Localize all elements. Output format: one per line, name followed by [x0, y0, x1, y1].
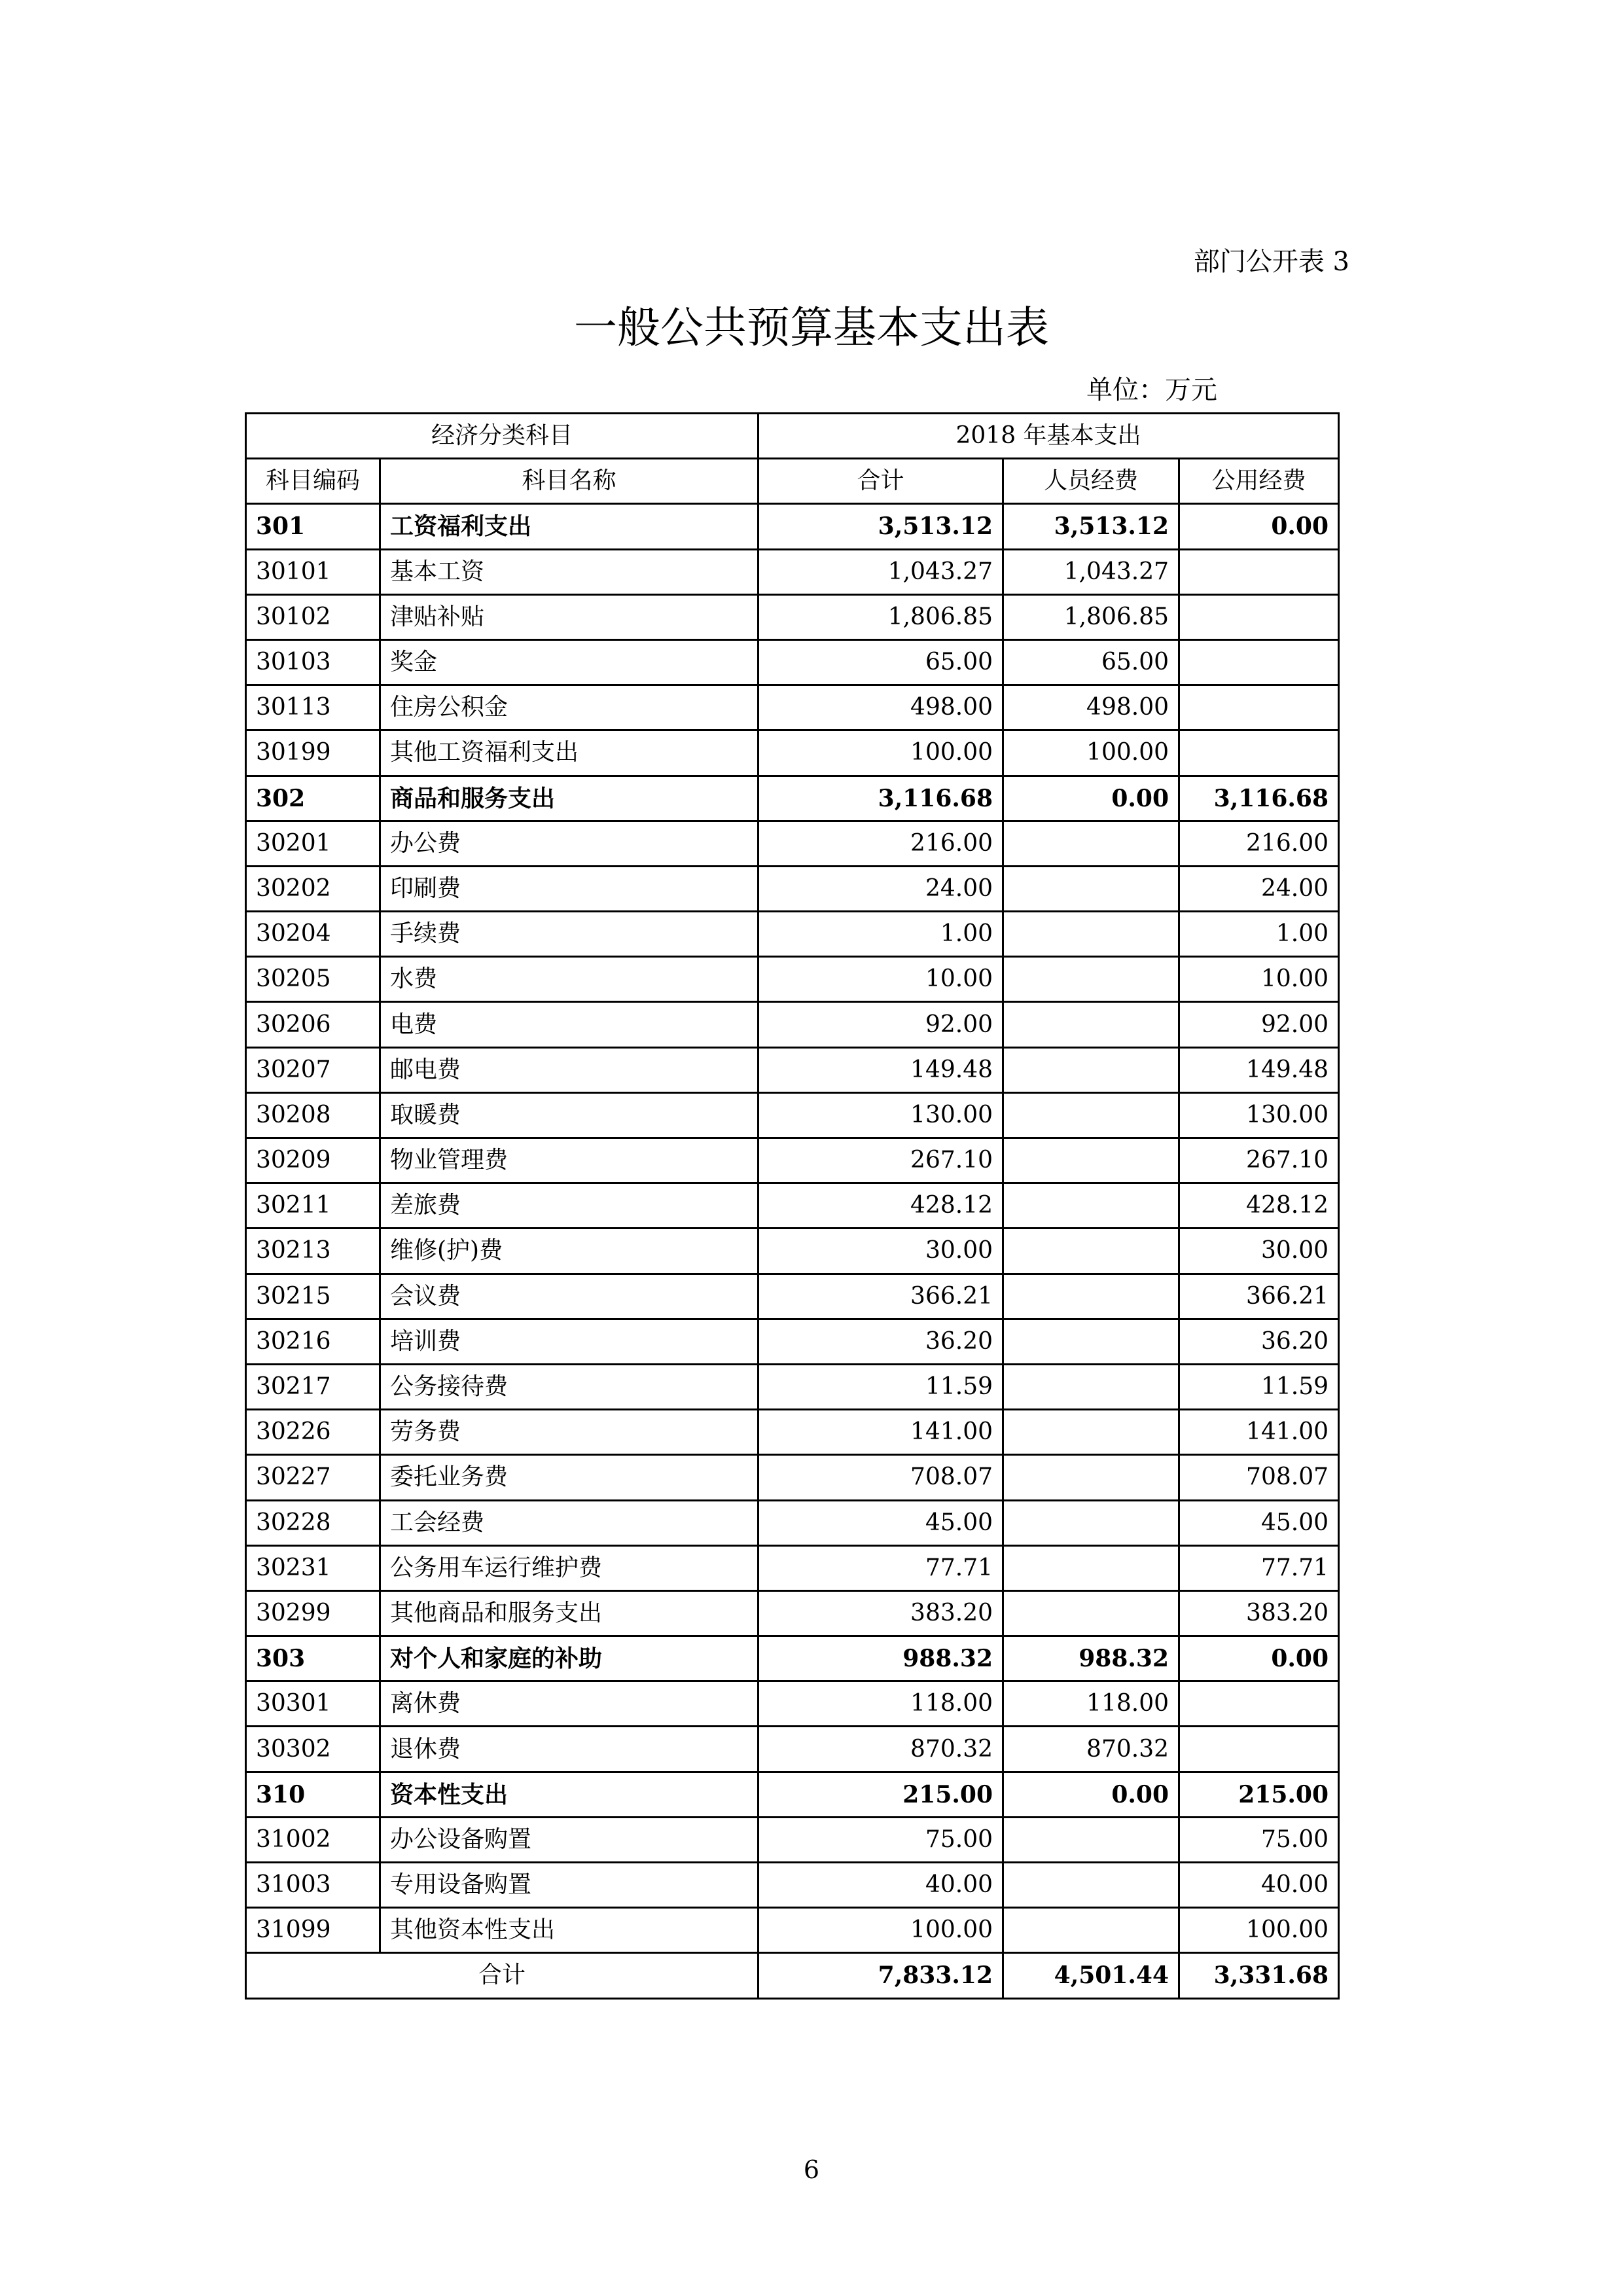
table-row: [246, 594, 1339, 639]
public-amount: 36.20: [1179, 1319, 1339, 1364]
public-amount: [1179, 730, 1339, 776]
subject-code: 30299: [246, 1590, 380, 1636]
personnel-amount: 0.00: [1003, 776, 1179, 821]
subject-name: 委托业务费: [380, 1455, 758, 1500]
subject-code: 30206: [246, 1002, 380, 1047]
public-amount: 383.20: [1179, 1590, 1339, 1636]
subject-name: 差旅费: [380, 1183, 758, 1229]
grand-total-amount: 7,833.12: [758, 1953, 1003, 1998]
total-amount: 36.20: [758, 1319, 1003, 1364]
subject-code: 30204: [246, 912, 380, 957]
table-row: [246, 821, 1339, 866]
subject-name: 其他资本性支出: [380, 1908, 758, 1953]
subject-code: 30199: [246, 730, 380, 776]
personnel-amount: 100.00: [1003, 730, 1179, 776]
public-amount: 366.21: [1179, 1274, 1339, 1319]
total-amount: 383.20: [758, 1590, 1003, 1636]
subject-name: 公务用车运行维护费: [380, 1545, 758, 1590]
table-row: [246, 1047, 1339, 1092]
subject-name: 电费: [380, 1002, 758, 1047]
personnel-column-header: 人员经费: [1003, 459, 1179, 504]
public-amount: 0.00: [1179, 1636, 1339, 1681]
public-amount: 149.48: [1179, 1047, 1339, 1092]
total-amount: 267.10: [758, 1138, 1003, 1183]
category-row: [246, 504, 1339, 549]
personnel-amount: [1003, 1364, 1179, 1409]
subject-code: 30226: [246, 1410, 380, 1455]
subject-code: 30101: [246, 549, 380, 594]
subject-code: 30227: [246, 1455, 380, 1500]
subject-code: 301: [246, 504, 380, 549]
subject-name: 办公设备购置: [380, 1817, 758, 1862]
total-amount: 65.00: [758, 639, 1003, 685]
personnel-amount: [1003, 1002, 1179, 1047]
subject-name: 水费: [380, 957, 758, 1002]
table-row: [246, 1727, 1339, 1772]
public-amount: 24.00: [1179, 866, 1339, 911]
subject-name: 对个人和家庭的补助: [380, 1636, 758, 1681]
total-amount: 366.21: [758, 1274, 1003, 1319]
total-amount: 149.48: [758, 1047, 1003, 1092]
group-header-row: [246, 414, 1339, 459]
subject-code: 30213: [246, 1229, 380, 1274]
public-amount: [1179, 1727, 1339, 1772]
column-header-row: [246, 459, 1339, 504]
table-row: [246, 1410, 1339, 1455]
public-amount: 30.00: [1179, 1229, 1339, 1274]
total-amount: 118.00: [758, 1681, 1003, 1727]
total-amount: 988.32: [758, 1636, 1003, 1681]
total-amount: 428.12: [758, 1183, 1003, 1229]
table-row: [246, 1183, 1339, 1229]
public-amount: 428.12: [1179, 1183, 1339, 1229]
budget-table: [245, 412, 1340, 2000]
subject-name: 基本工资: [380, 549, 758, 594]
table-row: [246, 1229, 1339, 1274]
total-amount: 77.71: [758, 1545, 1003, 1590]
grand-total-public: 3,331.68: [1179, 1953, 1339, 1998]
grand-total-label: 合计: [246, 1953, 758, 1998]
table-row: [246, 685, 1339, 730]
public-amount: [1179, 549, 1339, 594]
personnel-amount: 1,806.85: [1003, 594, 1179, 639]
total-amount: 215.00: [758, 1772, 1003, 1817]
subject-code: 303: [246, 1636, 380, 1681]
subject-name: 取暖费: [380, 1092, 758, 1138]
total-amount: 10.00: [758, 957, 1003, 1002]
page-number: 6: [803, 2155, 820, 2184]
subject-name: 其他工资福利支出: [380, 730, 758, 776]
personnel-amount: 3,513.12: [1003, 504, 1179, 549]
subject-code: 30216: [246, 1319, 380, 1364]
table-row: [246, 730, 1339, 776]
name-column-header: 科目名称: [380, 459, 758, 504]
public-amount: 40.00: [1179, 1863, 1339, 1908]
public-amount: 75.00: [1179, 1817, 1339, 1862]
total-amount: 45.00: [758, 1500, 1003, 1545]
subject-code: 30209: [246, 1138, 380, 1183]
personnel-amount: 118.00: [1003, 1681, 1179, 1727]
subject-name: 物业管理费: [380, 1138, 758, 1183]
table-row: [246, 1545, 1339, 1590]
total-column-header: 合计: [758, 459, 1003, 504]
subject-code: 30201: [246, 821, 380, 866]
total-amount: 216.00: [758, 821, 1003, 866]
table-row: [246, 866, 1339, 911]
total-amount: 100.00: [758, 1908, 1003, 1953]
personnel-amount: 498.00: [1003, 685, 1179, 730]
unit-label: 单位：万元: [1086, 375, 1217, 405]
public-amount: 92.00: [1179, 1002, 1339, 1047]
table-row: [246, 1908, 1339, 1953]
total-amount: 1.00: [758, 912, 1003, 957]
public-amount: 141.00: [1179, 1410, 1339, 1455]
table-row: [246, 1817, 1339, 1862]
public-amount: [1179, 639, 1339, 685]
subject-code: 30205: [246, 957, 380, 1002]
personnel-amount: [1003, 821, 1179, 866]
subject-code: 30302: [246, 1727, 380, 1772]
personnel-amount: [1003, 1274, 1179, 1319]
total-amount: 92.00: [758, 1002, 1003, 1047]
subject-code: 30103: [246, 639, 380, 685]
total-amount: 75.00: [758, 1817, 1003, 1862]
total-amount: 708.07: [758, 1455, 1003, 1500]
personnel-amount: [1003, 1455, 1179, 1500]
table-row: [246, 1681, 1339, 1727]
total-amount: 100.00: [758, 730, 1003, 776]
public-amount: 130.00: [1179, 1092, 1339, 1138]
subject-name: 邮电费: [380, 1047, 758, 1092]
code-column-header: 科目编码: [246, 459, 380, 504]
subject-name: 印刷费: [380, 866, 758, 911]
public-amount: 215.00: [1179, 1772, 1339, 1817]
subject-code: 30202: [246, 866, 380, 911]
public-amount: [1179, 594, 1339, 639]
subject-name: 公务接待费: [380, 1364, 758, 1409]
personnel-amount: 988.32: [1003, 1636, 1179, 1681]
personnel-amount: 0.00: [1003, 1772, 1179, 1817]
subject-code: 31003: [246, 1863, 380, 1908]
personnel-amount: [1003, 912, 1179, 957]
personnel-amount: [1003, 1545, 1179, 1590]
total-amount: 3,116.68: [758, 776, 1003, 821]
table-row: [246, 1364, 1339, 1409]
form-number: 部门公开表 3: [1193, 247, 1349, 277]
public-amount: 10.00: [1179, 957, 1339, 1002]
total-amount: 1,043.27: [758, 549, 1003, 594]
subject-name: 资本性支出: [380, 1772, 758, 1817]
subject-code: 30228: [246, 1500, 380, 1545]
personnel-amount: 870.32: [1003, 1727, 1179, 1772]
subject-name: 专用设备购置: [380, 1863, 758, 1908]
subject-name: 劳务费: [380, 1410, 758, 1455]
total-amount: 40.00: [758, 1863, 1003, 1908]
subject-code: 30217: [246, 1364, 380, 1409]
personnel-amount: [1003, 1183, 1179, 1229]
subject-name: 工资福利支出: [380, 504, 758, 549]
personnel-amount: [1003, 866, 1179, 911]
subject-name: 维修(护)费: [380, 1229, 758, 1274]
public-amount: 77.71: [1179, 1545, 1339, 1590]
table-row: [246, 1002, 1339, 1047]
public-amount: 708.07: [1179, 1455, 1339, 1500]
subject-name: 津贴补贴: [380, 594, 758, 639]
subject-name: 会议费: [380, 1274, 758, 1319]
total-amount: 24.00: [758, 866, 1003, 911]
personnel-amount: [1003, 1410, 1179, 1455]
document-title: 一般公共预算基本支出表: [574, 302, 1049, 353]
subject-code: 302: [246, 776, 380, 821]
public-amount: 267.10: [1179, 1138, 1339, 1183]
subject-code: 31002: [246, 1817, 380, 1862]
personnel-amount: 1,043.27: [1003, 549, 1179, 594]
category-row: [246, 1772, 1339, 1817]
public-amount: 45.00: [1179, 1500, 1339, 1545]
table-row: [246, 1590, 1339, 1636]
personnel-amount: [1003, 1817, 1179, 1862]
personnel-amount: [1003, 1319, 1179, 1364]
table-row: [246, 1319, 1339, 1364]
personnel-amount: [1003, 1229, 1179, 1274]
subject-name: 办公费: [380, 821, 758, 866]
subject-code: 30208: [246, 1092, 380, 1138]
subject-name: 其他商品和服务支出: [380, 1590, 758, 1636]
public-amount: 216.00: [1179, 821, 1339, 866]
public-column-header: 公用经费: [1179, 459, 1339, 504]
subject-name: 手续费: [380, 912, 758, 957]
subject-code: 31099: [246, 1908, 380, 1953]
subject-code: 30113: [246, 685, 380, 730]
subject-name: 离休费: [380, 1681, 758, 1727]
total-amount: 11.59: [758, 1364, 1003, 1409]
public-amount: 0.00: [1179, 504, 1339, 549]
grand-total-row: [246, 1953, 1339, 1998]
economic-category-header: 经济分类科目: [246, 414, 758, 459]
public-amount: [1179, 685, 1339, 730]
table-row: [246, 912, 1339, 957]
table-row: [246, 1274, 1339, 1319]
total-amount: 130.00: [758, 1092, 1003, 1138]
table-row: [246, 1455, 1339, 1500]
grand-total-personnel: 4,501.44: [1003, 1953, 1179, 1998]
personnel-amount: [1003, 1500, 1179, 1545]
subject-code: 30211: [246, 1183, 380, 1229]
table-row: [246, 1138, 1339, 1183]
public-amount: 3,116.68: [1179, 776, 1339, 821]
personnel-amount: [1003, 1047, 1179, 1092]
personnel-amount: [1003, 1863, 1179, 1908]
total-amount: 141.00: [758, 1410, 1003, 1455]
public-amount: [1179, 1681, 1339, 1727]
table-row: [246, 549, 1339, 594]
subject-code: 30301: [246, 1681, 380, 1727]
total-amount: 1,806.85: [758, 594, 1003, 639]
table-row: [246, 957, 1339, 1002]
table-row: [246, 1500, 1339, 1545]
subject-code: 30207: [246, 1047, 380, 1092]
subject-name: 商品和服务支出: [380, 776, 758, 821]
total-amount: 30.00: [758, 1229, 1003, 1274]
subject-code: 30231: [246, 1545, 380, 1590]
subject-name: 退休费: [380, 1727, 758, 1772]
subject-code: 310: [246, 1772, 380, 1817]
table-row: [246, 1092, 1339, 1138]
table-row: [246, 639, 1339, 685]
subject-name: 奖金: [380, 639, 758, 685]
personnel-amount: [1003, 1138, 1179, 1183]
personnel-amount: [1003, 1092, 1179, 1138]
personnel-amount: [1003, 1908, 1179, 1953]
subject-name: 培训费: [380, 1319, 758, 1364]
public-amount: 100.00: [1179, 1908, 1339, 1953]
public-amount: 1.00: [1179, 912, 1339, 957]
subject-code: 30215: [246, 1274, 380, 1319]
subject-name: 工会经费: [380, 1500, 758, 1545]
subject-code: 30102: [246, 594, 380, 639]
total-amount: 498.00: [758, 685, 1003, 730]
subject-name: 住房公积金: [380, 685, 758, 730]
personnel-amount: [1003, 957, 1179, 1002]
budget-2018-header: 2018 年基本支出: [758, 414, 1339, 459]
category-row: [246, 1636, 1339, 1681]
total-amount: 870.32: [758, 1727, 1003, 1772]
public-amount: 11.59: [1179, 1364, 1339, 1409]
personnel-amount: 65.00: [1003, 639, 1179, 685]
total-amount: 3,513.12: [758, 504, 1003, 549]
category-row: [246, 776, 1339, 821]
table-row: [246, 1863, 1339, 1908]
personnel-amount: [1003, 1590, 1179, 1636]
